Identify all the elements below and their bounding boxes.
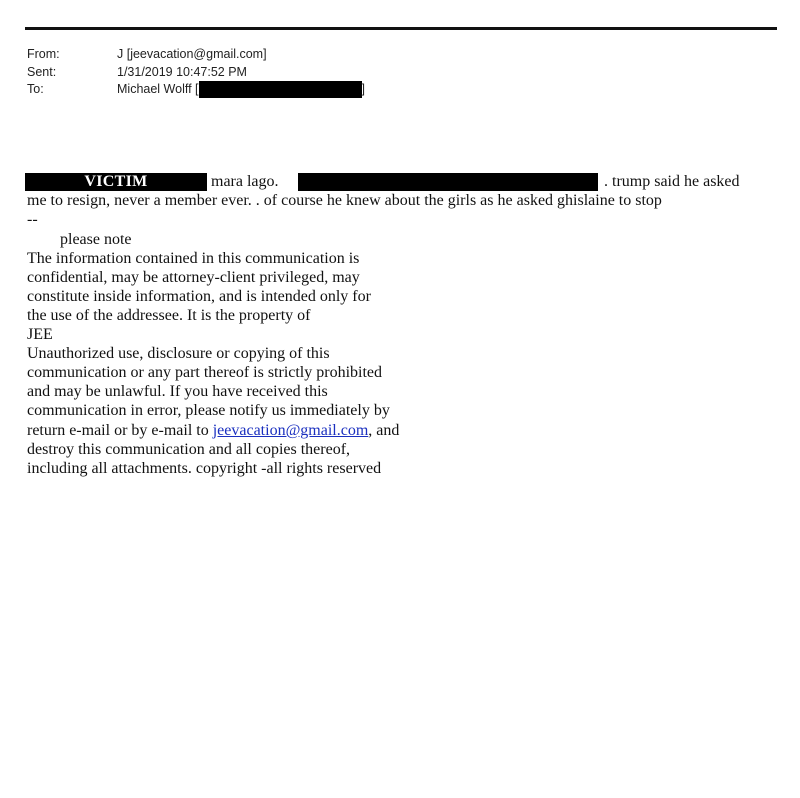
- disclaimer-line: and may be unlawful. If you have received this: [27, 383, 328, 400]
- disclaimer-line: including all attachments. copyright -all rights reserved: [27, 460, 382, 477]
- disclaimer-line: the use of the addressee. It is the property of: [27, 307, 311, 324]
- return-line-after: , and: [368, 422, 400, 439]
- to-name: Michael Wolff [: [117, 82, 199, 96]
- sent-value: 1/31/2019 10:47:52 PM: [117, 65, 247, 79]
- header-divider: [25, 27, 777, 30]
- disclaimer-line: communication or any part thereof is strictly prohibited: [27, 364, 383, 381]
- please-note: please note: [60, 231, 132, 248]
- disclaimer-line: communication in error, please notify us immediately by: [27, 402, 390, 419]
- from-label: From:: [27, 47, 60, 61]
- return-line-before: return e-mail or by e-mail to: [27, 422, 213, 439]
- from-value: J [jeevacation@gmail.com]: [117, 47, 267, 61]
- victim-redaction: VICTIM: [25, 173, 207, 191]
- disclaimer-line: JEE: [27, 326, 53, 343]
- disclaimer-line: confidential, may be attorney-client privileged, may: [27, 269, 360, 286]
- email-link[interactable]: jeevacation@gmail.com: [212, 422, 369, 439]
- disclaimer-line: Unauthorized use, disclosure or copying of this: [27, 345, 330, 362]
- body-redaction: [298, 173, 598, 191]
- body-line1-text-a: mara lago.: [211, 173, 279, 190]
- sent-label: Sent:: [27, 65, 57, 79]
- disclaimer-line: The information contained in this communication is: [27, 250, 360, 267]
- disclaimer-line: constitute inside information, and is intended only for: [27, 288, 371, 305]
- disclaimer-line: destroy this communication and all copies thereof,: [27, 441, 351, 458]
- to-label: To:: [27, 82, 44, 96]
- to-email-redaction: [199, 81, 362, 98]
- signature-separator: --: [27, 211, 38, 228]
- to-close-bracket: ]: [361, 82, 365, 96]
- disclaimer-return-line: [27, 421, 399, 440]
- to-value: [117, 81, 365, 98]
- body-line2: me to resign, never a member ever. . of course he knew about the girls as he asked ghislaine to stop: [27, 192, 662, 209]
- body-line1-text-b: . trump said he asked: [604, 173, 740, 190]
